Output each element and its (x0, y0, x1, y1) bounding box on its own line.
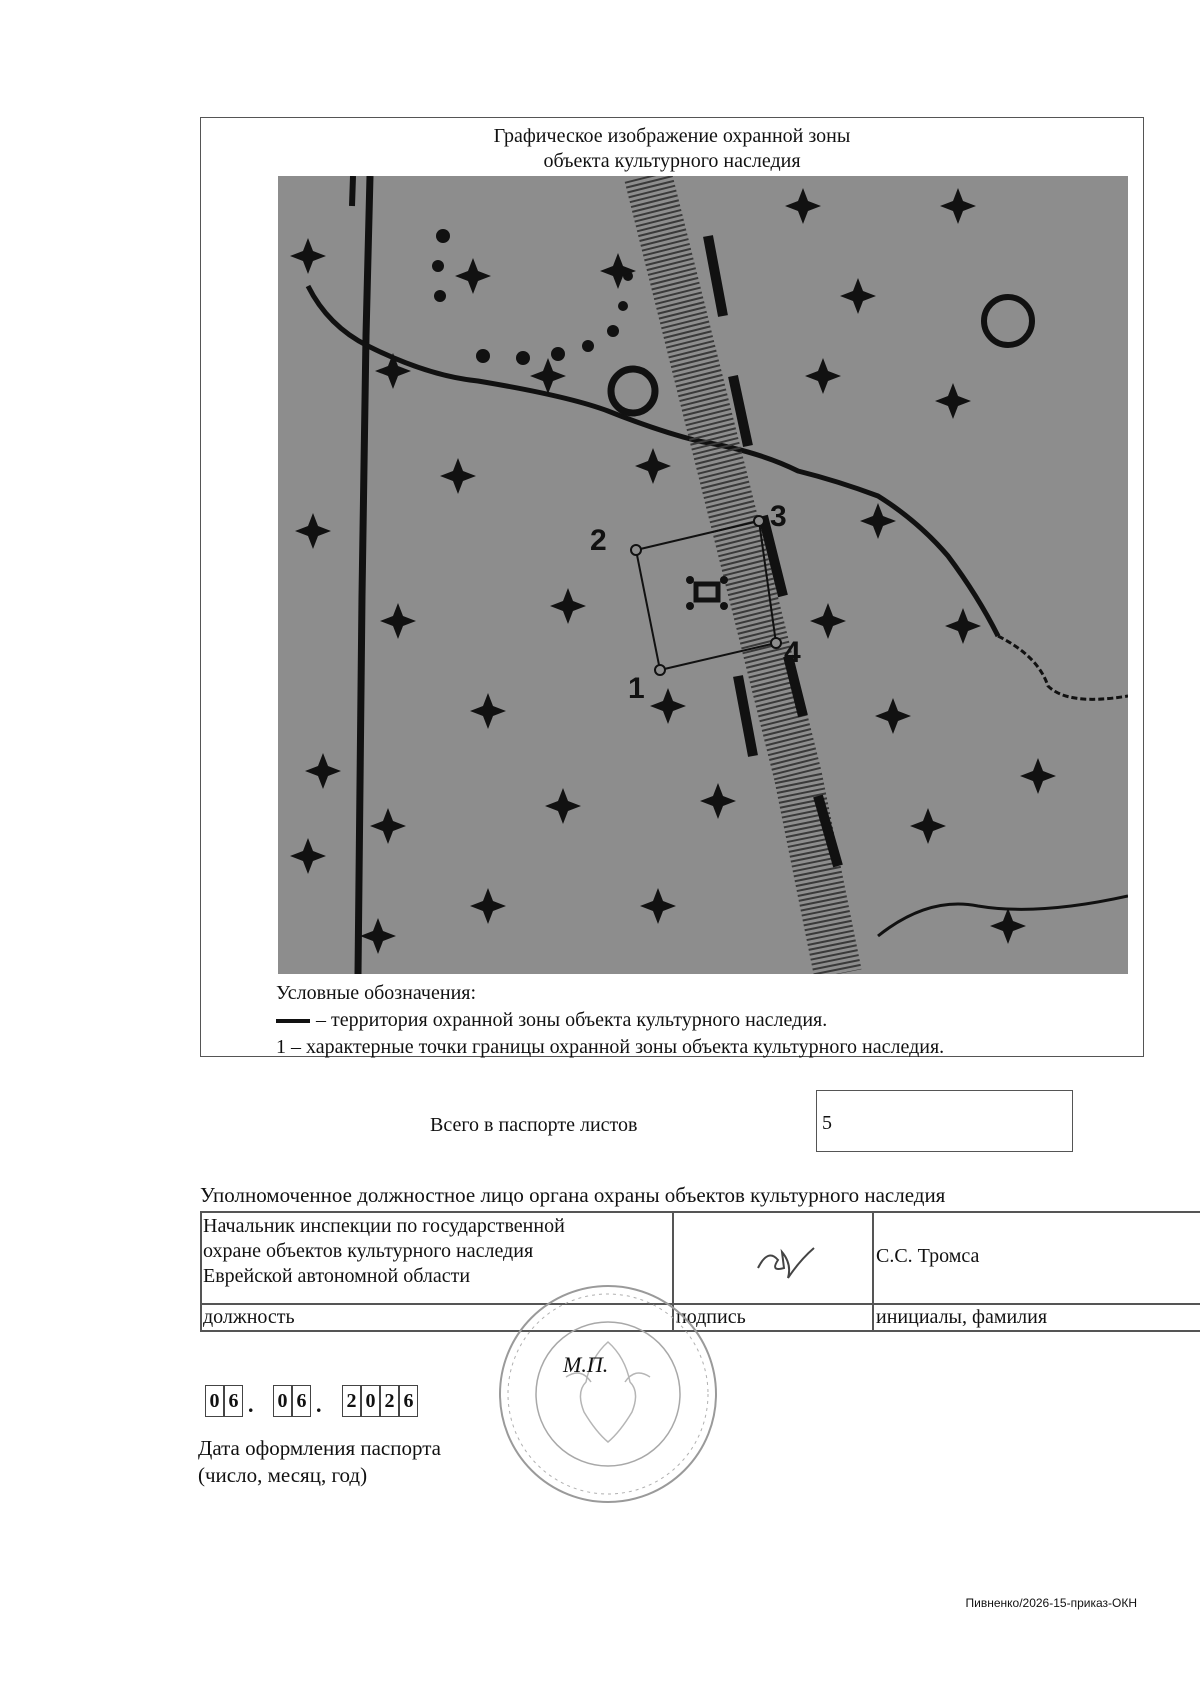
map-title-line-1: Графическое изображение охранной зоны (493, 125, 851, 147)
date-caption-line-2: (число, месяц, год) (198, 1463, 368, 1487)
legend-heading: Условные обозначения: (276, 982, 477, 1004)
zone-line-swatch-icon (276, 1019, 310, 1023)
map-title-line-2: объекта культурного наследия (543, 150, 801, 172)
official-position-line-2: охране объектов культурного наследия (203, 1240, 534, 1262)
date-caption (198, 1435, 441, 1489)
date-separator: . (248, 1392, 254, 1417)
col-name-label: инициалы, фамилия (876, 1306, 1048, 1328)
zone-point-2-label: 2 (590, 524, 607, 557)
sheets-count-box (816, 1090, 1073, 1152)
protection-zone-map (278, 176, 1128, 974)
date-day-digit-2: 6 (224, 1385, 243, 1417)
official-title: Уполномоченное должностное лицо органа охраны объектов культурного наследия (200, 1183, 946, 1207)
date-year-digit-3: 2 (380, 1385, 399, 1417)
handwritten-signature (748, 1238, 828, 1288)
document-code: Пивненко/2026-15-приказ-ОКН (965, 1596, 1137, 1610)
seal-mark: М.П. (563, 1352, 609, 1377)
official-seal (496, 1282, 720, 1506)
date-year-digit-2: 0 (361, 1385, 380, 1417)
date-year-digit-4: 6 (399, 1385, 418, 1417)
legend-item-points: 1 – характерные точки границы охранной зоны объекта культурного наследия. (276, 1036, 945, 1058)
date-caption-line-1: Дата оформления паспорта (198, 1436, 441, 1460)
zone-point-3-label: 3 (770, 500, 787, 533)
col-position-label: должность (203, 1306, 295, 1328)
sheets-count-label: Всего в паспорте листов (430, 1114, 638, 1136)
col-signature-label: подпись (676, 1306, 746, 1328)
date-separator: . (316, 1392, 322, 1417)
official-name: С.С. Тромса (876, 1245, 980, 1267)
date-day-digit-1: 0 (205, 1385, 224, 1417)
legend-item-zone-text: – территория охранной зоны объекта культурного наследия. (316, 1009, 828, 1031)
date-month-digit-1: 0 (273, 1385, 292, 1417)
zone-point-1-label: 1 (628, 672, 645, 705)
date-month-digit-2: 6 (292, 1385, 311, 1417)
map-drawing (278, 176, 1128, 974)
official-position-line-1: Начальник инспекции по государственной (203, 1215, 565, 1237)
zone-point-4-label: 4 (784, 636, 801, 669)
map-title (200, 124, 1144, 174)
official-position (203, 1214, 565, 1289)
map-legend (276, 980, 944, 1061)
date-year-digit-1: 2 (342, 1385, 361, 1417)
sheets-count-value: 5 (822, 1112, 832, 1134)
official-position-line-3: Еврейской автономной области (203, 1265, 471, 1287)
legend-item-zone (276, 1007, 944, 1034)
